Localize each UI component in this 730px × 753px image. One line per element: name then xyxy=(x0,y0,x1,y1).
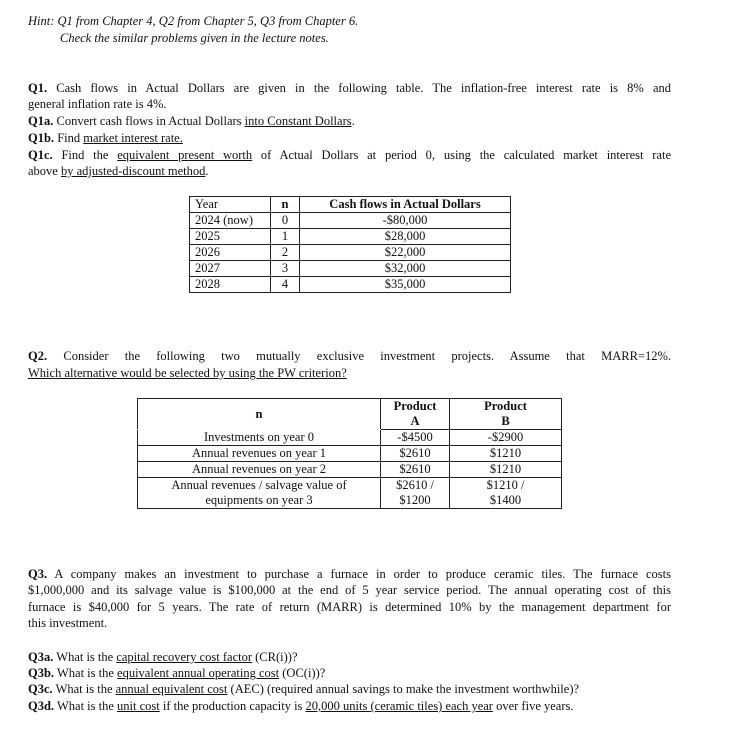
cell-product-b xyxy=(450,478,562,509)
q3b-post: (OC(i))? xyxy=(279,666,326,680)
q3c-text: What is the xyxy=(55,682,116,696)
hint-line-2: Check the similar problems given in the lecture notes. xyxy=(60,31,329,45)
header-product-a xyxy=(381,399,450,430)
q3d-post: over five years. xyxy=(492,699,574,713)
q1b-label: Q1b. xyxy=(28,131,55,145)
q3b-label: Q3b. xyxy=(28,666,55,680)
cell-n: 0 xyxy=(271,213,300,229)
header-n: n xyxy=(138,399,381,430)
cell-product-b: $1210 xyxy=(450,446,562,462)
cell-cash-flow: -$80,000 xyxy=(300,213,511,229)
cell-cash-flow: $28,000 xyxy=(300,229,511,245)
cell-label-line1: Annual revenues / salvage value of xyxy=(171,478,347,492)
cell-n: 2 xyxy=(271,245,300,261)
q3d xyxy=(28,699,574,714)
q1c-underlined-1: equivalent present worth xyxy=(117,148,253,162)
q3a xyxy=(28,650,298,665)
q1c-mid: of Actual Dollars at period 0, using the calculated market interest rate xyxy=(252,148,672,162)
q3-paragraph-line-4: this investment. xyxy=(28,616,108,630)
table-row xyxy=(138,446,562,462)
q3b-text: What is the xyxy=(56,666,118,680)
table-header-row xyxy=(138,399,562,430)
q3d-text: What is the xyxy=(56,699,118,713)
cell-n: 1 xyxy=(271,229,300,245)
q2-paragraph-line-2: Which alternative would be selected by using the PW criterion? xyxy=(28,366,347,380)
cell-year: 2028 xyxy=(190,277,271,293)
cell-label xyxy=(138,478,381,509)
cell-year: 2027 xyxy=(190,261,271,277)
cell-b-line2: $1400 xyxy=(489,493,522,507)
q3c xyxy=(28,682,579,697)
q1b xyxy=(28,131,183,146)
q3-label: Q3. xyxy=(28,567,48,581)
q2-text-1: Consider the following two mutually exclusive investment projects. Assume that MARR=12%. xyxy=(63,349,671,363)
q3d-mid: if the production capacity is xyxy=(159,699,306,713)
cell-year: 2025 xyxy=(190,229,271,245)
q3-text-1: A company makes an investment to purchase a furnace in order to produce ceramic tiles. The furnace costs xyxy=(54,567,671,581)
table-row xyxy=(138,478,562,509)
cell-label: Annual revenues on year 1 xyxy=(138,446,381,462)
table-header-row xyxy=(190,197,511,213)
cell-product-b: $1210 xyxy=(450,462,562,478)
q3c-post: (AEC) (required annual savings to make the investment worthwhile)? xyxy=(227,682,580,696)
q1-paragraph-line-2: general inflation rate is 4%. xyxy=(28,97,167,111)
q3c-underlined: annual equivalent cost xyxy=(115,682,228,696)
cell-product-a: $2610 xyxy=(381,446,450,462)
q1c-line2-text: above xyxy=(28,164,61,178)
cell-b-line1: $1210 / xyxy=(486,478,525,492)
q2-paragraph-line-1 xyxy=(28,349,671,364)
cell-product-a: $2610 xyxy=(381,462,450,478)
header-product-a-line2: A xyxy=(410,414,420,428)
q1c-line-2 xyxy=(28,164,209,179)
header-n: n xyxy=(271,197,300,213)
hint-line-1: Hint: Q1 from Chapter 4, Q2 from Chapter 5, Q3 from Chapter 6. xyxy=(28,14,359,28)
cell-label-line2: equipments on year 3 xyxy=(205,493,313,507)
q3-paragraph-line-1 xyxy=(28,567,671,582)
q1c-line-1 xyxy=(28,148,671,163)
q1c-post: . xyxy=(205,164,209,178)
header-product-a-line1: Product xyxy=(393,399,437,413)
table-row xyxy=(138,462,562,478)
cell-year: 2024 (now) xyxy=(190,213,271,229)
cell-label: Annual revenues on year 2 xyxy=(138,462,381,478)
table-row xyxy=(138,430,562,446)
q3d-label: Q3d. xyxy=(28,699,55,713)
q1c-text: Find the xyxy=(61,148,118,162)
q3-paragraph-line-3: furnace is $40,000 for 5 years. The rate of return (MARR) is determined 10% by the management department for xyxy=(28,600,671,614)
q3a-text: What is the xyxy=(56,650,117,664)
cell-product-a xyxy=(381,478,450,509)
q1-text-1: Cash flows in Actual Dollars are given in the following table. The inflation-free interest rate is 8% and xyxy=(56,81,671,95)
cell-product-b: -$2900 xyxy=(450,430,562,446)
cell-n: 3 xyxy=(271,261,300,277)
q3b xyxy=(28,666,325,681)
q1a-underlined: into Constant Dollars xyxy=(244,114,352,128)
table-row xyxy=(190,261,511,277)
q1b-text: Find xyxy=(57,131,84,145)
q2-label: Q2. xyxy=(28,349,48,363)
table-row xyxy=(190,229,511,245)
q1a xyxy=(28,114,355,129)
cell-year: 2026 xyxy=(190,245,271,261)
q1c-underlined-2: by adjusted-discount method xyxy=(60,164,206,178)
table-row xyxy=(190,213,511,229)
table-row xyxy=(190,245,511,261)
q1a-post: . xyxy=(351,114,355,128)
q3-paragraph-line-2: $1,000,000 and its salvage value is $100,000 at the end of 5 year service period. The annual operating cost of this xyxy=(28,583,671,597)
cell-cash-flow: $22,000 xyxy=(300,245,511,261)
q1-label: Q1. xyxy=(28,81,48,95)
q1-cash-flow-table xyxy=(189,196,511,293)
cell-product-a: -$4500 xyxy=(381,430,450,446)
cell-cash-flow: $32,000 xyxy=(300,261,511,277)
header-year: Year xyxy=(190,197,271,213)
q3a-underlined: capital recovery cost factor xyxy=(116,650,253,664)
cell-n: 4 xyxy=(271,277,300,293)
q2-investment-table xyxy=(137,398,562,509)
cell-a-line2: $1200 xyxy=(399,493,431,507)
q1a-text: Convert cash flows in Actual Dollars xyxy=(56,114,245,128)
cell-cash-flow: $35,000 xyxy=(300,277,511,293)
q3d-underlined-1: unit cost xyxy=(117,699,160,713)
q1-paragraph-line-1 xyxy=(28,81,671,96)
cell-a-line1: $2610 / xyxy=(396,478,434,492)
header-product-b-line2: B xyxy=(501,414,510,428)
q3b-underlined: equivalent annual operating cost xyxy=(117,666,280,680)
header-product-b-line1: Product xyxy=(484,399,527,413)
q3d-underlined-2: 20,000 units (ceramic tiles) each year xyxy=(305,699,493,713)
q3c-label: Q3c. xyxy=(28,682,53,696)
cell-label: Investments on year 0 xyxy=(138,430,381,446)
table-row xyxy=(190,277,511,293)
header-product-b xyxy=(450,399,562,430)
q1b-underlined: market interest rate. xyxy=(83,131,183,145)
q3a-post: (CR(i))? xyxy=(252,650,298,664)
q3a-label: Q3a. xyxy=(28,650,54,664)
q1c-label: Q1c. xyxy=(28,148,53,162)
header-cash-flows: Cash flows in Actual Dollars xyxy=(300,197,511,213)
q1a-label: Q1a. xyxy=(28,114,54,128)
